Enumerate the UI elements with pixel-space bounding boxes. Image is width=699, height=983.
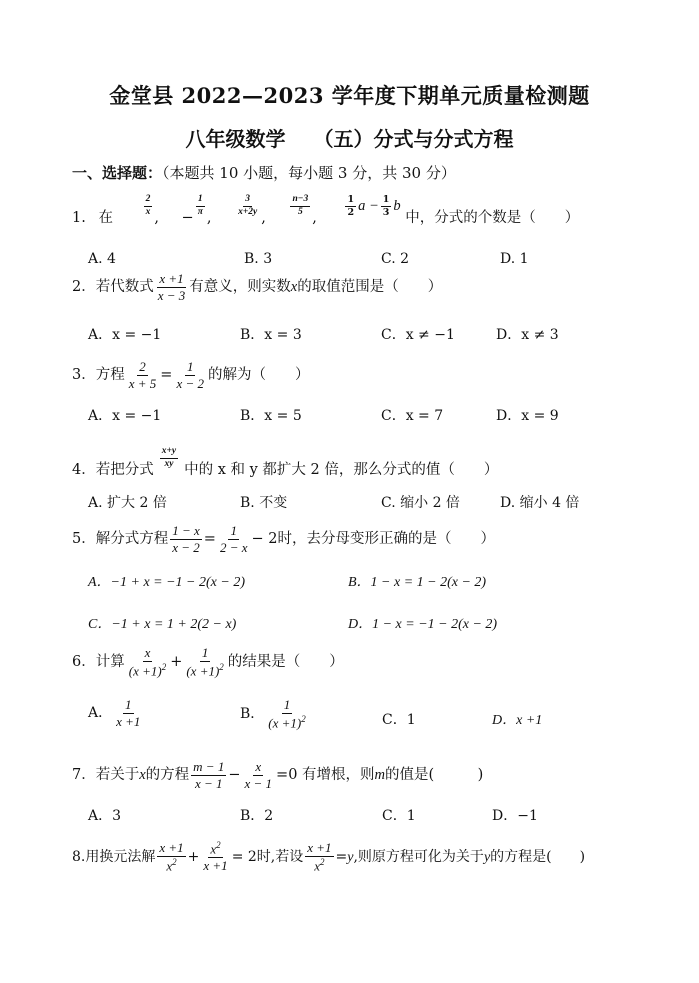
q5-option-a: A．−1 + x = −1 − 2(x − 2) <box>88 575 245 590</box>
q4-option-b: B. 不变 <box>240 495 288 511</box>
q3-option-d: D．x = 9 <box>496 408 559 424</box>
q1-option-b: B. 3 <box>244 251 273 267</box>
question-3-stem: 3．方程 $\frac{2}{x + 5}$ = $\frac{1}{x - 2}$ 的解为（ ） <box>72 359 310 391</box>
section-heading <box>72 162 456 183</box>
q1-expression-5: $\frac{1}{2}$ a − $\frac{1}{3}$ b <box>347 193 401 218</box>
q1-fraction-1: $\frac{2}{x}$ <box>145 193 151 217</box>
q1-fraction-3: $\frac{3}{x+2y}$ <box>238 193 258 217</box>
question-4-stem: 4．若把分式 $\frac{x+y}{xy}$ 中的 x 和 y 都扩大 2 倍，那么分式的值（ ） <box>72 445 499 478</box>
page-title: 金堂县 2022—2023 学年度下期单元质量检测题 <box>109 83 590 108</box>
question-8-stem: 8.用换元法解 $\frac{x +1}{x^2}$ + $\frac{x^2}{x +1}$ = 2时,若设 $\frac{x +1}{x^2}$ =y,则原方程可化为关于y的方程是( ) <box>72 840 586 873</box>
page-subtitle <box>0 123 699 152</box>
question-5-stem: 5．解分式方程 $\frac{1 - x}{x - 2}$ = $\frac{1}{2 - x}$ − 2时，去分母变形正确的是（ ） <box>72 523 495 555</box>
question-1-stem: 1. 在 $\frac{2}{x}$ , − $\frac{1}{\pi}$ , $\frac{3}{x+2y}$ , $\frac{n-3}{5}$ , $\frac{1}{2}$ a − $\frac{1}{3}$ b 中，分式的个数是（ ） <box>72 193 580 226</box>
q2-option-d: D．x ≠ 3 <box>496 327 559 343</box>
q5-option-c: C．−1 + x = 1 + 2(2 − x) <box>88 617 237 632</box>
q2-option-c: C．x ≠ −1 <box>381 327 455 343</box>
section-note: （本题共 10 小题，每小题 3 分，共 30 分） <box>162 164 456 182</box>
q7-option-b: B．2 <box>240 808 274 824</box>
q7-option-c: C．1 <box>382 808 416 824</box>
q3-option-a: A．x = −1 <box>88 408 162 424</box>
q1-option-a: A. 4 <box>88 251 116 267</box>
q6-option-c: C．1 <box>382 712 416 728</box>
q6-option-a: A． $\frac{1}{x +1}$ <box>88 697 141 729</box>
question-6-stem: 6．计算 $\frac{x}{(x +1)^2}$ + $\frac{1}{(x +1)^2}$ 的结果是（ ） <box>72 645 344 678</box>
q2-fraction: $\frac{x +1}{x - 3}$ <box>157 271 186 303</box>
q3-option-c: C．x = 7 <box>381 408 444 424</box>
q6-option-d: D．x +1 <box>492 713 543 728</box>
q1-fraction-4: $\frac{n-3}{5}$ <box>292 193 309 217</box>
question-7-stem: 7．若关于x的方程 $\frac{m - 1}{x - 1}$ − $\frac{x}{x - 1}$ =0 有增根，则m的值是( ) <box>72 759 484 791</box>
section-title: 一、选择题： <box>72 164 163 182</box>
q4-option-a: A. 扩大 2 倍 <box>88 495 167 511</box>
subtitle-unit: （五）分式与分式方程 <box>313 127 514 151</box>
q1-option-c: C. 2 <box>381 251 410 267</box>
q4-option-c: C. 缩小 2 倍 <box>381 495 460 511</box>
q5-option-b: B．1 − x = 1 − 2(x − 2) <box>348 575 487 590</box>
q2-option-a: A．x = −1 <box>88 327 162 343</box>
q1-option-d: D. 1 <box>500 251 529 267</box>
q6-option-b: B． $\frac{1}{(x +1)^2}$ <box>240 697 306 730</box>
q3-option-b: B．x = 5 <box>240 408 302 424</box>
q1-fraction-2: $\frac{1}{\pi}$ <box>197 193 203 217</box>
q7-option-d: D．−1 <box>492 808 538 824</box>
subtitle-grade: 八年级数学 <box>185 127 286 151</box>
q4-option-d: D. 缩小 4 倍 <box>500 495 580 511</box>
q5-option-d: D．1 − x = −1 − 2(x − 2) <box>348 617 498 632</box>
question-2-stem: 2．若代数式 $\frac{x +1}{x - 3}$ 有意义，则实数x的取值范围是（ ） <box>72 271 443 303</box>
q2-option-b: B．x = 3 <box>240 327 302 343</box>
q7-option-a: A．3 <box>88 808 122 824</box>
